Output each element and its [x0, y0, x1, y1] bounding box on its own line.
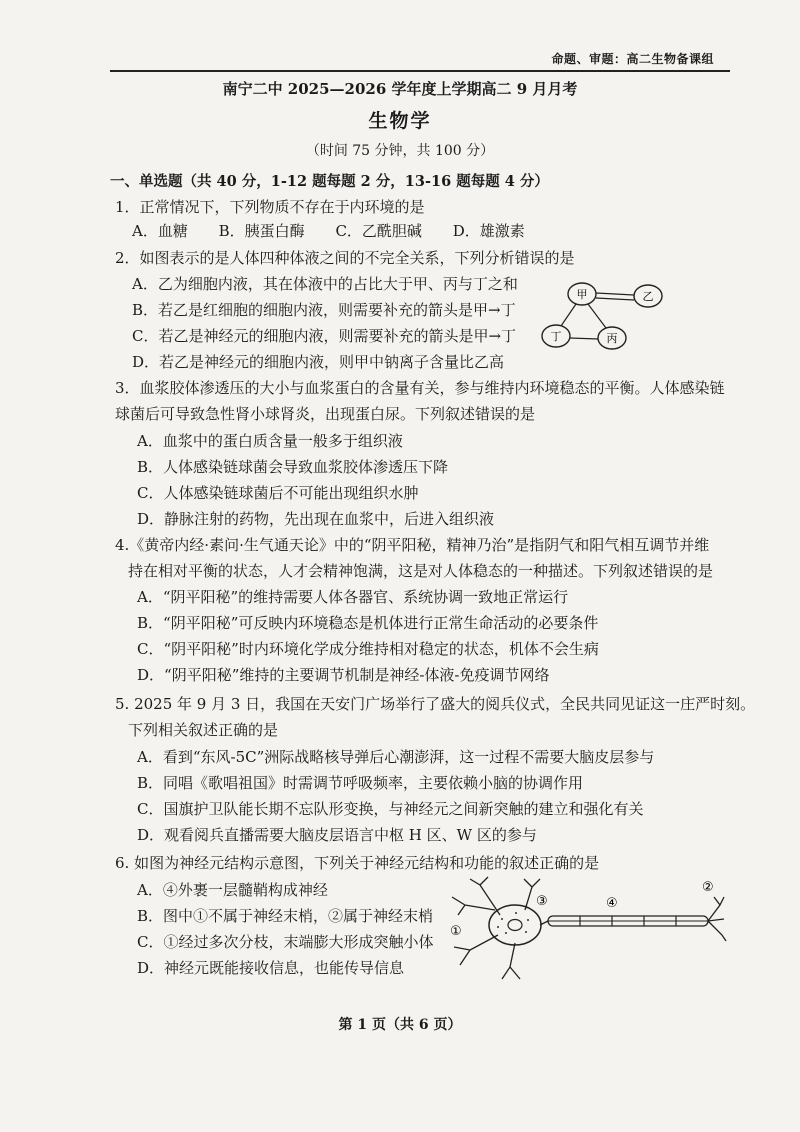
arrow-jia-ding — [561, 304, 576, 326]
label-ding: 丁 — [550, 330, 562, 343]
label-2: ② — [702, 880, 714, 895]
question-2-stem: 2．如图表示的是人体四种体液之间的不完全关系，下列分析错误的是 — [115, 249, 575, 267]
question-4-stem-line-2: 持在相对平衡的状态，人才会精神饱满，这是对人体稳态的一种描述。下列叙述错误的是 — [128, 562, 714, 580]
question-5-option-d: D．观看阅兵直播需要大脑皮层语言中枢 H 区、W 区的参与 — [137, 826, 537, 844]
question-2-option-d: D．若乙是神经元的细胞内液，则甲中钠离子含量比乙高 — [132, 353, 505, 371]
label-bing: 丙 — [606, 332, 618, 345]
time-info: （时间 75 分钟，共 100 分） — [305, 143, 495, 159]
question-6-option-a: A．④外裹一层髓鞘构成神经 — [137, 881, 328, 899]
question-3-option-d: D．静脉注射的药物，先出现在血浆中，后进入组织液 — [137, 510, 495, 528]
arrow-jia-bing — [588, 304, 606, 328]
header-divider — [110, 70, 730, 72]
question-6-option-b: B．图中①不属于神经末梢，②属于神经末梢 — [137, 907, 434, 925]
question-6-option-d: D．神经元既能接收信息，也能传导信息 — [137, 959, 405, 977]
question-2-option-a: A．乙为细胞内液，其在体液中的占比大于甲、丙与丁之和 — [132, 275, 518, 293]
label-jia: 甲 — [576, 288, 588, 301]
label-4: ④ — [606, 896, 618, 911]
question-4-option-c: C．“阴平阳秘”时内环境化学成分维持相对稳定的状态，机体不会生病 — [137, 640, 599, 658]
question-4-option-a: A．“阴平阳秘”的维持需要人体各器官、系统协调一致地正常运行 — [137, 588, 569, 606]
question-5-stem-line-1: 5. 2025 年 9 月 3 日，我国在天安门广场举行了盛大的阅兵仪式，全民共同见证这一庄严时刻。 — [115, 695, 756, 713]
nucleus — [508, 920, 522, 931]
question-1-option-c: C．乙酰胆碱 — [335, 222, 422, 240]
question-6-stem: 6. 如图为神经元结构示意图，下列关于神经元结构和功能的叙述正确的是 — [115, 854, 600, 872]
question-5-option-a: A．看到“东风-5C”洲际战略核导弹后心潮澎湃，这一过程不需要大脑皮层参与 — [137, 748, 655, 766]
question-1-options — [132, 220, 551, 241]
arrow-ding-bing — [570, 338, 598, 339]
question-3-stem-line-1: 3．血浆胶体渗透压的大小与血浆蛋白的含量有关，参与维持内环境稳态的平衡。人体感染链 — [115, 379, 725, 397]
question-1-option-a: A．血糖 — [132, 222, 188, 240]
label-1: ① — [450, 924, 462, 939]
question-1-option-b: B．胰蛋白酶 — [218, 222, 305, 240]
question-4-option-b: B．“阴平阳秘”可反映内环境稳态是机体进行正常生命活动的必要条件 — [137, 614, 599, 632]
question-4-stem-line-1: 4.《黄帝内经·素问·生气通天论》中的“阴平阳秘，精神乃治”是指阴气和阳气相互调节并维 — [115, 536, 710, 554]
cell-body — [489, 905, 541, 945]
question-2-option-b: B．若乙是红细胞的细胞内液，则需要补充的箭头是甲→丁 — [132, 301, 516, 319]
question-1-stem: 1．正常情况下，下列物质不存在于内环境的是 — [115, 198, 425, 216]
dendrites — [452, 877, 540, 979]
label-yi: 乙 — [642, 290, 654, 303]
header-note: 命题、审题：高二生物备课组 — [551, 52, 714, 66]
exam-title: 南宁二中 2025—2026 学年度上学期高二 9 月月考 — [222, 80, 578, 98]
neuron-structure-figure — [440, 875, 730, 985]
question-6-option-c: C．①经过多次分枝，末端膨大形成突触小体 — [137, 933, 434, 951]
arrow-jia-yi-2 — [596, 298, 634, 300]
question-3-option-a: A．血浆中的蛋白质含量一般多于组织液 — [137, 432, 403, 450]
question-5-option-b: B．同唱《歌唱祖国》时需调节呼吸频率，主要依赖小脑的协调作用 — [137, 774, 584, 792]
arrow-jia-yi-1 — [596, 293, 634, 295]
axon-terminals — [708, 897, 726, 941]
subject-title: 生物学 — [368, 110, 432, 132]
question-1-option-d: D．雄激素 — [452, 222, 525, 240]
label-3: ③ — [536, 894, 548, 909]
question-2-option-c: C．若乙是神经元的细胞内液，则需要补充的箭头是甲→丁 — [132, 327, 517, 345]
question-3-stem-line-2: 球菌后可导致急性肾小球肾炎，出现蛋白尿。下列叙述错误的是 — [115, 405, 536, 423]
section-heading: 一、单选题（共 40 分，1-12 题每题 2 分，13-16 题每题 4 分） — [110, 173, 549, 190]
body-fluid-relationship-figure — [540, 282, 700, 362]
question-3-option-c: C．人体感染链球菌后不可能出现组织水肿 — [137, 484, 419, 502]
question-5-stem-line-2: 下列相关叙述正确的是 — [128, 721, 279, 739]
question-5-option-c: C．国旗护卫队能长期不忘队形变换，与神经元之间新突触的建立和强化有关 — [137, 800, 644, 818]
question-4-option-d: D．“阴平阳秘”维持的主要调节机制是神经-体液-免疫调节网络 — [137, 666, 550, 684]
question-3-option-b: B．人体感染链球菌会导致血浆胶体渗透压下降 — [137, 458, 449, 476]
page-footer: 第 1 页（共 6 页） — [338, 1017, 462, 1033]
